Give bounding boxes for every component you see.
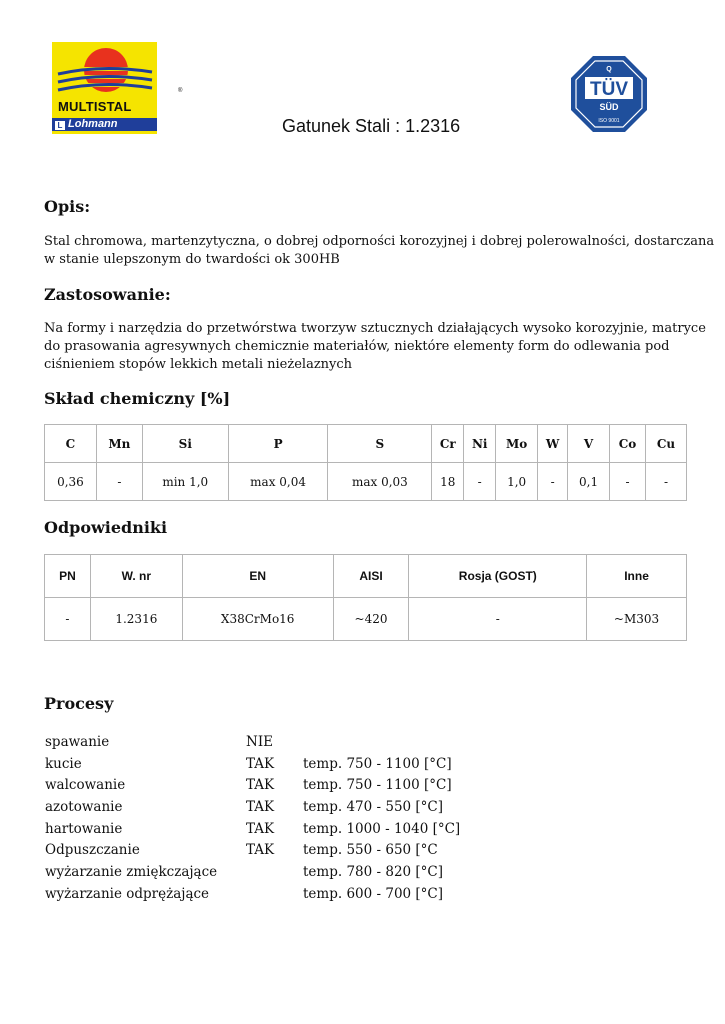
process-name: hartowanie: [45, 820, 123, 837]
list-item: [45, 775, 545, 797]
list-item: [45, 884, 545, 906]
process-temp: temp. 1000 - 1040 [°C]: [303, 820, 461, 837]
value-cell: -: [610, 463, 646, 501]
value-cell: 1.2316: [90, 598, 182, 641]
value-cell: ~M303: [587, 598, 687, 641]
process-temp: temp. 780 - 820 [°C]: [303, 864, 444, 881]
header-cell: Rosja (GOST): [409, 555, 587, 598]
process-name: azotowanie: [45, 799, 123, 816]
lohmann-mark-icon: L: [55, 121, 65, 130]
chemical-composition-table: [44, 424, 687, 501]
process-temp: temp. 550 - 650 [°C: [303, 842, 438, 859]
tuv-brand: TÜV: [590, 79, 628, 100]
header-cell: Cr: [432, 425, 464, 463]
header-cell: W. nr: [90, 555, 182, 598]
process-flag: TAK: [246, 755, 275, 772]
header-cell: Co: [610, 425, 646, 463]
odpowiedniki-heading: Odpowiedniki: [44, 518, 168, 537]
page-title: Gatunek Stali : 1.2316: [282, 116, 461, 136]
header-cell: Cu: [645, 425, 686, 463]
process-temp: temp. 470 - 550 [°C]: [303, 799, 444, 816]
value-cell: min 1,0: [142, 463, 228, 501]
value-cell: 0,1: [568, 463, 610, 501]
header-cell: W: [538, 425, 568, 463]
value-cell: 18: [432, 463, 464, 501]
header-cell: S: [328, 425, 432, 463]
tuv-sub: SÜD: [599, 102, 619, 112]
header-cell: AISI: [333, 555, 409, 598]
sklad-heading: Skład chemiczny [%]: [44, 389, 231, 408]
value-cell: -: [645, 463, 686, 501]
list-item: [45, 797, 545, 819]
registered-mark: ®: [178, 88, 183, 94]
logo-wordmark: MULTISTAL: [58, 99, 132, 114]
header-cell: Ni: [464, 425, 496, 463]
process-flag: TAK: [246, 777, 275, 794]
list-item: [45, 862, 545, 884]
table-header-row: [45, 555, 687, 598]
zastosowanie-text-line2: do prasowania agresywnych chemicznie materiałów, niektóre elementy form do odlewania pod: [44, 339, 670, 354]
value-cell: ~420: [333, 598, 409, 641]
process-flag: TAK: [246, 842, 275, 859]
process-temp: temp. 600 - 700 [°C]: [303, 885, 444, 902]
tuv-q: Q: [606, 66, 612, 73]
logo-lohmann-bar: [52, 118, 157, 131]
process-flag: NIE: [246, 734, 273, 750]
list-item: [45, 754, 545, 776]
header-cell: PN: [45, 555, 91, 598]
process-name: walcowanie: [45, 777, 126, 794]
value-cell: 0,36: [45, 463, 97, 501]
zastosowanie-text-line3: ciśnieniem stopów lekkich metali nieżelaznych: [44, 357, 353, 372]
process-name: wyżarzanie zmiękczające: [45, 864, 218, 881]
value-cell: -: [538, 463, 568, 501]
table-row: [45, 598, 687, 641]
tuv-certificate-icon: [570, 55, 648, 133]
value-cell: -: [45, 598, 91, 641]
value-cell: X38CrMo16: [182, 598, 333, 641]
processes-list: [45, 732, 545, 906]
logo-subtext: Lohmann: [68, 118, 118, 130]
header-cell: P: [228, 425, 328, 463]
header-cell: Mo: [496, 425, 538, 463]
header-cell: Mn: [96, 425, 142, 463]
header-cell: EN: [182, 555, 333, 598]
table-row: [45, 463, 687, 501]
process-name: kucie: [45, 755, 82, 772]
process-temp: temp. 750 - 1100 [°C]: [303, 777, 452, 794]
header-cell: V: [568, 425, 610, 463]
list-item: [45, 732, 545, 754]
opis-text-line2: w stanie ulepszonym do twardości ok 300HB: [44, 252, 340, 267]
opis-heading: Opis:: [44, 197, 91, 216]
value-cell: -: [96, 463, 142, 501]
process-name: Odpuszczanie: [45, 842, 140, 859]
opis-text-line1: Stal chromowa, martenzytyczna, o dobrej odporności korozyjnej i dobrej polerowalności, dostarczana: [44, 234, 715, 249]
table-header-row: [45, 425, 687, 463]
process-name: spawanie: [45, 734, 110, 750]
equivalents-table: [44, 554, 687, 641]
value-cell: 1,0: [496, 463, 538, 501]
list-item: [45, 840, 545, 862]
process-temp: temp. 750 - 1100 [°C]: [303, 755, 452, 772]
procesy-heading: Procesy: [44, 694, 114, 713]
header-cell: C: [45, 425, 97, 463]
value-cell: max 0,04: [228, 463, 328, 501]
value-cell: max 0,03: [328, 463, 432, 501]
header-cell: Si: [142, 425, 228, 463]
zastosowanie-text-line1: Na formy i narzędzia do przetwórstwa tworzyw sztucznych działających wysoko korozyjnie, matryce: [44, 321, 706, 336]
header-cell: Inne: [587, 555, 687, 598]
list-item: [45, 819, 545, 841]
value-cell: -: [464, 463, 496, 501]
zastosowanie-heading: Zastosowanie:: [44, 285, 171, 304]
tuv-iso: ISO 9001: [598, 118, 620, 124]
process-name: wyżarzanie odprężające: [45, 885, 210, 902]
process-flag: TAK: [246, 799, 275, 816]
process-flag: TAK: [246, 820, 275, 837]
value-cell: -: [409, 598, 587, 641]
